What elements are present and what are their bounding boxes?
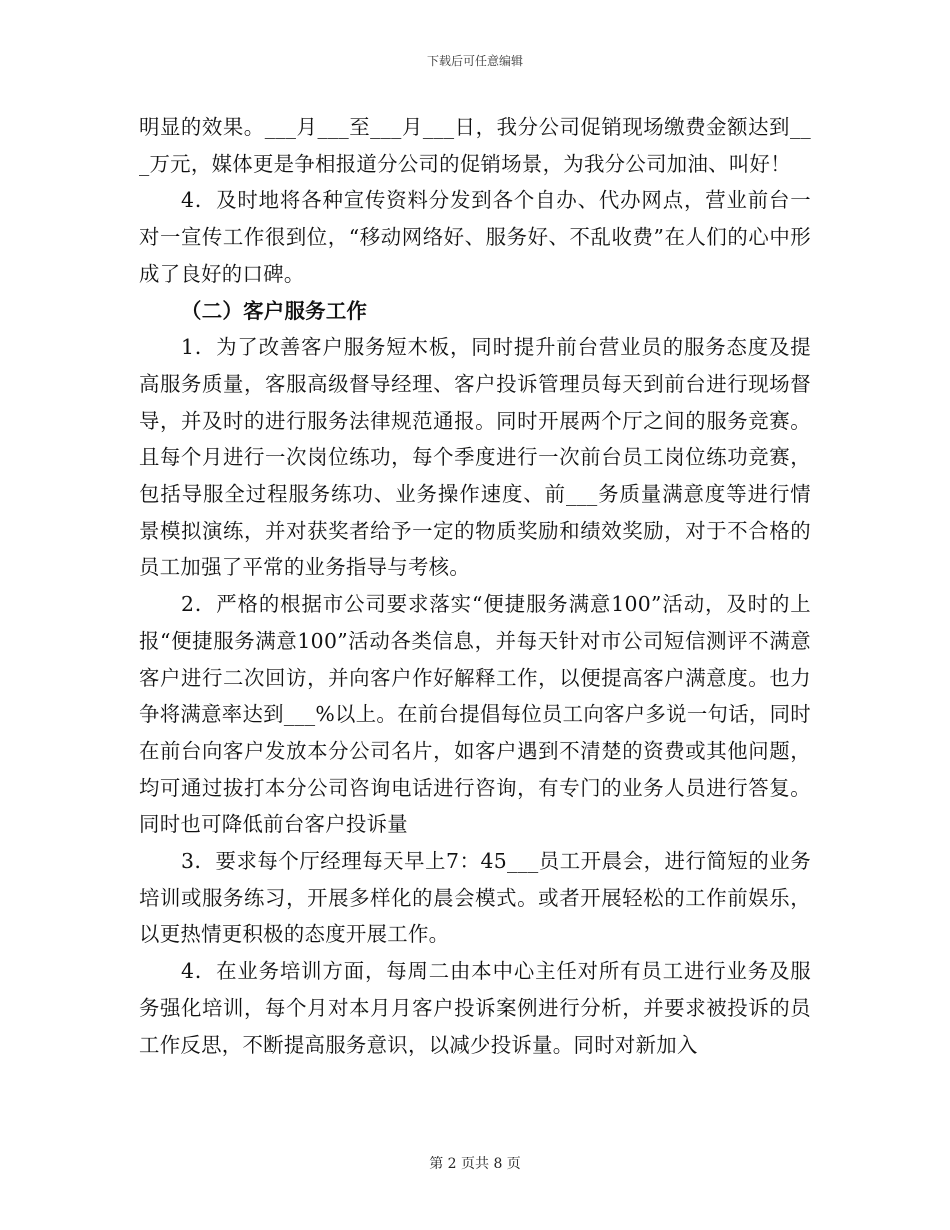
section-heading-customer-service: （二）客户服务工作 — [181, 298, 368, 323]
paragraph-satisfaction-activity: 2．严格的根据市公司要求落实“便捷服务满意100”活动，及时的上报“便捷服务满意100”活动各类信息，并每天针对市公司短信测评不满意客户进行二次回访，并向客户作好解释工作，以便提高客户满意度。也力争将满意率达到___%以上。在前台提倡每位员工向客户多说一句话，同时在前台向客户发放本分公司名片，如客户遇到不清楚的资费或其他问题，均可通过拔打本分公司咨询电话进行咨询，有专门的业务人员进行答复。同时也可降低前台客户投诉量 — [139, 592, 811, 837]
page-number-footer: 第 2 页共 8 页 — [429, 1156, 521, 1172]
paragraph-business-training: 4．在业务培训方面，每周二由本中心主任对所有员工进行业务及服务强化培训，每个月对本月月客户投诉案例进行分析，并要求被投诉的员工作反思，不断提高服务意识，以减少投诉量。同时对新加入 — [139, 959, 811, 1057]
paragraph-morning-meeting: 3．要求每个厅经理每天早上7：45___员工开晨会，进行简短的业务培训或服务练习，开展多样化的晨会模式。或者开展轻松的工作前娱乐，以更热情更积极的态度开展工作。 — [139, 849, 811, 947]
document-body — [139, 109, 811, 1063]
paragraph-service-quality: 1．为了改善客户服务短木板，同时提升前台营业员的服务态度及提高服务质量，客服高级督导经理、客户投诉管理员每天到前台进行现场督导，并及时的进行服务法律规范通报。同时开展两个厅之间的服务竞赛。且每个月进行一次岗位练功，每个季度进行一次前台员工岗位练功竞赛，包括导服全过程服务练功、业务操作速度、前___务质量满意度等进行情景模拟演练，并对获奖者给予一定的物质奖励和绩效奖励，对于不合格的员工加强了平常的业务指导与考核。 — [139, 335, 811, 580]
paragraph-materials-distribution: 4．及时地将各种宣传资料分发到各个自办、代办网点，营业前台一对一宣传工作很到位，“移动网络好、服务好、不乱收费”在人们的心中形成了良好的口碑。 — [139, 188, 811, 286]
page-header: 下载后可任意编辑 — [426, 54, 523, 68]
paragraph-promotion-result: 明显的效果。___月___至___月___日，我分公司促销现场缴费金额达到___万元，媒体更是争相报道分公司的促销场景，为我分公司加油、叫好！ — [139, 115, 811, 176]
